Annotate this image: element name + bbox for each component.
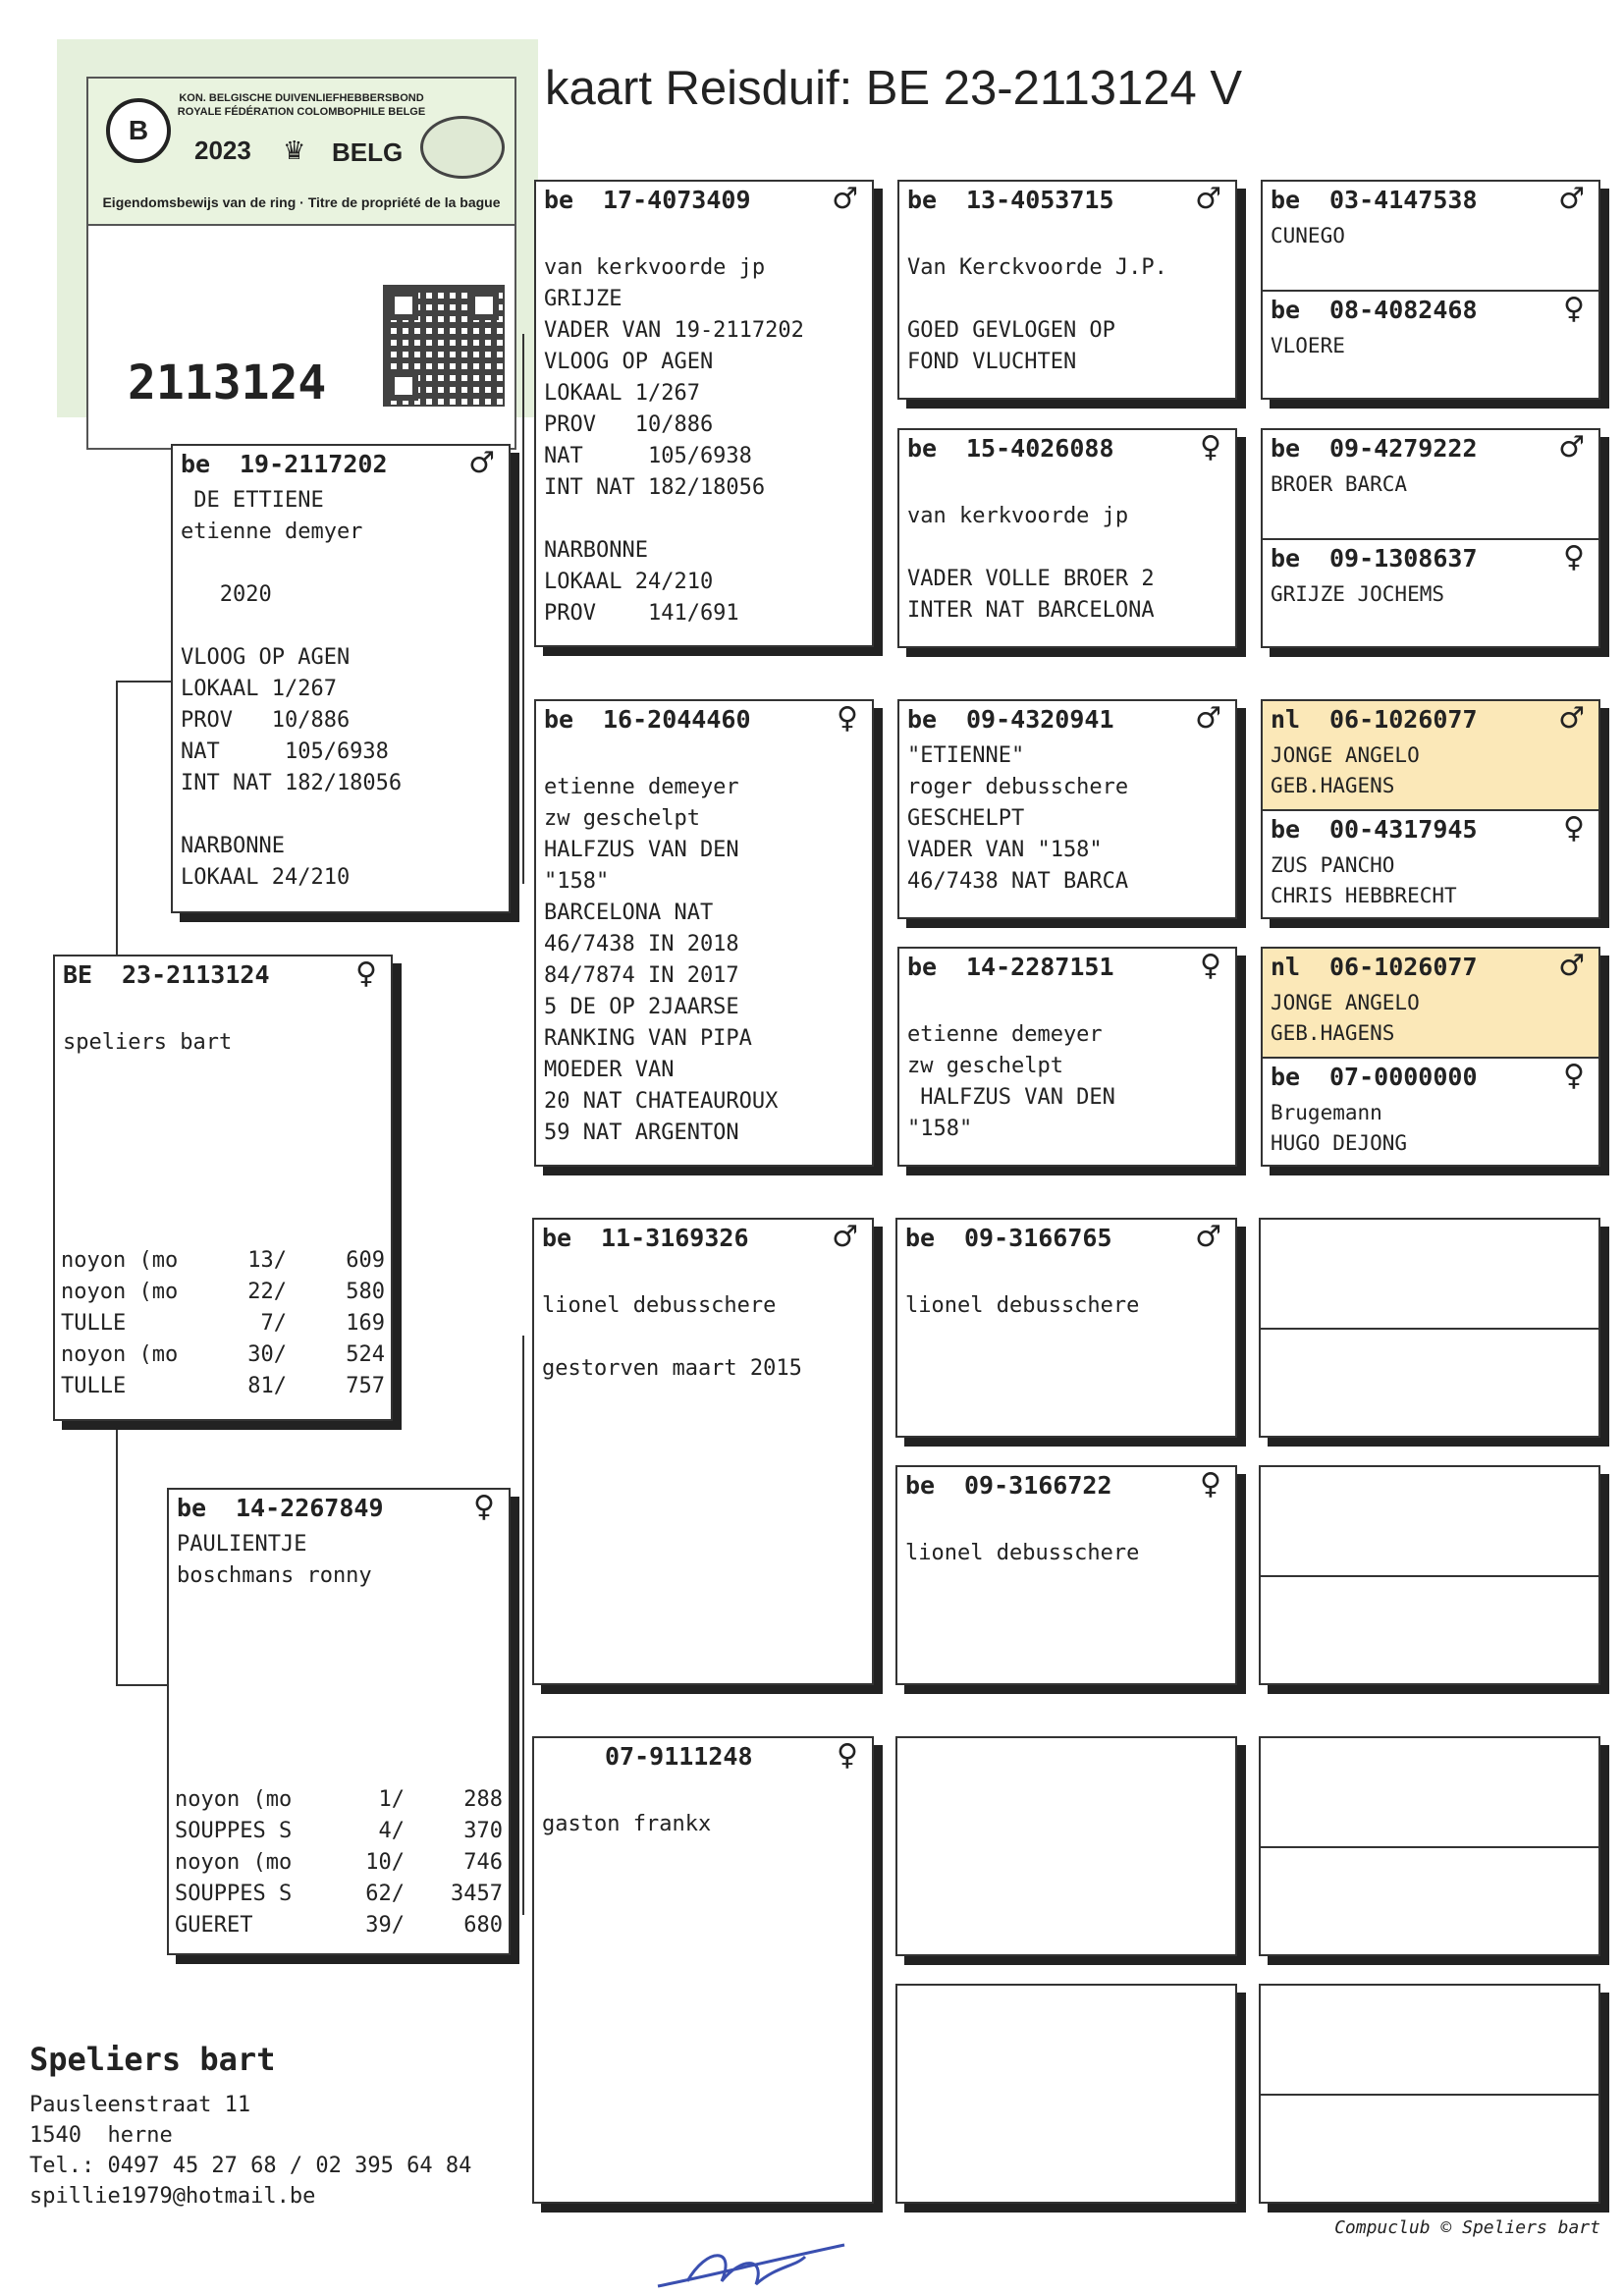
box-text: PAULIENTJE boschmans ronny bbox=[177, 1532, 372, 1588]
box-text: etienne demeyer zw geschelpt HALFZUS VAN DEN "158" BARCELONA NAT 46/7438 IN 2018 84/7874 IN 2017 5 DE OP 2JAARSE RANKING VAN PIPA MOEDER VAN 20 NAT CHATEAUROUX 59 NAT ARGENTON bbox=[544, 775, 779, 1145]
race-result-row bbox=[61, 1308, 385, 1339]
ring-number: 00-4317945 bbox=[1329, 815, 1478, 844]
country-code: be bbox=[907, 953, 938, 981]
box-text: van kerkvoorde jp GRIJZE VADER VAN 19-2117202 VLOOG OP AGEN LOKAAL 1/267 PROV 10/886 NAT 105/6938 INT NAT 182/18056 NARBONNE LOKAAL 24/210 PROV 141/691 bbox=[544, 255, 804, 626]
race-total: 288 bbox=[463, 1787, 503, 1812]
female-icon: ♀ bbox=[1200, 430, 1221, 464]
race-total: 680 bbox=[463, 1913, 503, 1938]
race-place: 13/ bbox=[247, 1248, 287, 1273]
race-place: 7/ bbox=[260, 1311, 287, 1336]
pedigree-pair-box[interactable] bbox=[1261, 428, 1600, 648]
pedigree-box-fm[interactable] bbox=[534, 699, 874, 1167]
country-code: be bbox=[907, 186, 938, 214]
female-icon: ♀ bbox=[1563, 811, 1585, 846]
race-total: 169 bbox=[346, 1311, 385, 1336]
box-text: CUNEGO bbox=[1271, 224, 1345, 247]
pedigree-box-mf[interactable] bbox=[532, 1218, 874, 1685]
connector bbox=[116, 1421, 118, 1686]
box-text: JONGE ANGELO GEB.HAGENS bbox=[1271, 743, 1420, 797]
female-icon: ♀ bbox=[1200, 1467, 1221, 1502]
country-code: be bbox=[544, 186, 574, 214]
ring-number: 09-3166765 bbox=[964, 1224, 1112, 1252]
female-icon: ♀ bbox=[837, 1738, 858, 1773]
box-text: lionel debusschere bbox=[905, 1293, 1140, 1318]
race-place: 39/ bbox=[365, 1913, 405, 1938]
ring-number: 03-4147538 bbox=[1329, 186, 1478, 214]
race-place: 30/ bbox=[247, 1342, 287, 1367]
box-text: gaston frankx bbox=[542, 1812, 712, 1836]
race-results bbox=[175, 1784, 503, 1941]
kbdb-logo-icon: B bbox=[106, 98, 171, 163]
owner-phone: Tel.: 0497 45 27 68 / 02 395 64 84 bbox=[29, 2154, 472, 2178]
race-name: noyon (mo bbox=[175, 1787, 293, 1812]
race-name: SOUPPES S bbox=[175, 1819, 293, 1843]
ring-caption: Eigendomsbewijs van de ring · Titre de propriété de la bague bbox=[102, 194, 501, 210]
pedigree-box-empty bbox=[895, 1736, 1237, 1956]
connector bbox=[522, 334, 524, 884]
owner-address bbox=[29, 2041, 471, 2212]
race-name: TULLE bbox=[61, 1374, 127, 1398]
copyright: Compuclub © Speliers bart bbox=[1334, 2217, 1600, 2238]
country-code: be bbox=[905, 1224, 936, 1252]
male-icon: ♂ bbox=[468, 446, 495, 480]
race-place: 4/ bbox=[378, 1819, 405, 1843]
country-code: be bbox=[1271, 815, 1301, 844]
pedigree-pair-box[interactable] bbox=[1261, 180, 1600, 400]
ring-number: 09-1308637 bbox=[1329, 544, 1478, 573]
country-code: be bbox=[1271, 544, 1301, 573]
country-code: nl bbox=[1271, 705, 1301, 734]
pedigree-box-subject[interactable] bbox=[53, 955, 393, 1421]
race-total: 757 bbox=[346, 1374, 385, 1398]
ring-certificate bbox=[57, 39, 538, 417]
country-code: be bbox=[544, 705, 574, 734]
female-icon: ♀ bbox=[355, 956, 377, 991]
pedigree-box-fmf[interactable] bbox=[897, 699, 1237, 919]
race-results bbox=[61, 1245, 385, 1402]
pedigree-pair-box-empty bbox=[1259, 1984, 1600, 2204]
race-result-row bbox=[61, 1371, 385, 1402]
box-text: "ETIENNE" roger debusschere GESCHELPT VADER VAN "158" 46/7438 NAT BARCA bbox=[907, 743, 1129, 894]
race-place: 1/ bbox=[378, 1787, 405, 1812]
race-total: 580 bbox=[346, 1280, 385, 1304]
qr-code-icon bbox=[383, 285, 505, 407]
country-code: be bbox=[1271, 186, 1301, 214]
box-text: Brugemann HUGO DEJONG bbox=[1271, 1101, 1408, 1155]
box-text: BROER BARCA bbox=[1271, 472, 1408, 496]
box-text: ZUS PANCHO CHRIS HEBBRECHT bbox=[1271, 853, 1457, 907]
ring-number: 06-1026077 bbox=[1329, 953, 1478, 981]
race-name: noyon (mo bbox=[61, 1248, 179, 1273]
ring-number: 2113124 bbox=[128, 355, 327, 410]
ring-number: 14-2267849 bbox=[236, 1494, 384, 1522]
signature bbox=[648, 2227, 874, 2295]
country-code: be bbox=[177, 1494, 207, 1522]
pedigree-box-mm[interactable] bbox=[532, 1736, 874, 2204]
male-icon: ♂ bbox=[1558, 949, 1585, 983]
pedigree-box-fmm[interactable] bbox=[897, 947, 1237, 1167]
ring-number: 13-4053715 bbox=[966, 186, 1114, 214]
male-icon: ♂ bbox=[1558, 701, 1585, 736]
crown-icon: ♛ bbox=[285, 130, 304, 167]
country-code: BE bbox=[63, 960, 93, 989]
male-icon: ♂ bbox=[1558, 430, 1585, 464]
pedigree-pair-box[interactable] bbox=[1261, 699, 1600, 919]
country-code: be bbox=[542, 1224, 572, 1252]
ring-number: 11-3169326 bbox=[601, 1224, 749, 1252]
race-total: 370 bbox=[463, 1819, 503, 1843]
pedigree-pair-box-empty bbox=[1259, 1736, 1600, 1956]
male-icon: ♂ bbox=[1558, 182, 1585, 216]
pedigree-box-mff[interactable] bbox=[895, 1218, 1237, 1438]
country-code: be bbox=[181, 450, 211, 478]
ring-number: 07-9111248 bbox=[605, 1742, 753, 1771]
ring-org-nl: KON. BELGISCHE DUIVENLIEFHEBBERSBOND bbox=[179, 92, 424, 104]
female-icon: ♀ bbox=[1200, 949, 1221, 983]
pedigree-box-ff[interactable] bbox=[534, 180, 874, 647]
ring-number: 15-4026088 bbox=[966, 434, 1114, 463]
country-code: nl bbox=[1271, 953, 1301, 981]
race-name: TULLE bbox=[61, 1311, 127, 1336]
box-text: DE ETTIENE etienne demyer 2020 VLOOG OP AGEN LOKAAL 1/267 PROV 10/886 NAT 105/6938 INT NAT 182/18056 NARBONNE LOKAAL 24/210 bbox=[181, 488, 403, 890]
race-name: SOUPPES S bbox=[175, 1882, 293, 1906]
race-name: noyon (mo bbox=[61, 1342, 179, 1367]
female-icon: ♀ bbox=[1563, 540, 1585, 574]
connector bbox=[116, 1684, 169, 1686]
pedigree-box-fff[interactable] bbox=[897, 180, 1237, 400]
race-place: 81/ bbox=[247, 1374, 287, 1398]
pedigree-pair-box[interactable] bbox=[1261, 947, 1600, 1167]
race-total: 609 bbox=[346, 1248, 385, 1273]
connector bbox=[522, 1336, 524, 1915]
owner-city: 1540 herne bbox=[29, 2123, 173, 2148]
box-text: lionel debusschere bbox=[905, 1541, 1140, 1565]
country-code: be bbox=[905, 1471, 936, 1500]
country-code: be bbox=[1271, 434, 1301, 463]
race-result-row bbox=[175, 1847, 503, 1879]
box-text: etienne demeyer zw geschelpt HALFZUS VAN DEN "158" bbox=[907, 1022, 1115, 1141]
ring-year: 2023 bbox=[194, 136, 251, 165]
race-place: 22/ bbox=[247, 1280, 287, 1304]
page-title: kaart Reisduif: BE 23-2113124 V bbox=[545, 62, 1243, 115]
race-name: GUERET bbox=[175, 1913, 253, 1938]
race-total: 746 bbox=[463, 1850, 503, 1875]
globe-icon bbox=[420, 116, 505, 179]
pedigree-box-mfm[interactable] bbox=[895, 1465, 1237, 1685]
box-text: lionel debusschere gestorven maart 2015 bbox=[542, 1293, 802, 1381]
box-text: Van Kerckvoorde J.P. GOED GEVLOGEN OP FOND VLUCHTEN bbox=[907, 255, 1167, 374]
box-text: VLOERE bbox=[1271, 334, 1345, 357]
female-icon: ♀ bbox=[1563, 292, 1585, 326]
owner-email[interactable]: spillie1979@hotmail.be bbox=[29, 2184, 316, 2209]
pedigree-pair-box-empty bbox=[1259, 1218, 1600, 1438]
pedigree-box-ffm[interactable] bbox=[897, 428, 1237, 648]
female-icon: ♀ bbox=[1563, 1059, 1585, 1093]
race-result-row bbox=[175, 1910, 503, 1941]
ring-number: 17-4073409 bbox=[603, 186, 751, 214]
male-icon: ♂ bbox=[1195, 701, 1221, 736]
country-code: be bbox=[907, 705, 938, 734]
box-text: GRIJZE JOCHEMS bbox=[1271, 582, 1445, 606]
race-result-row bbox=[175, 1879, 503, 1910]
race-name: noyon (mo bbox=[175, 1850, 293, 1875]
ring-number: 09-3166722 bbox=[964, 1471, 1112, 1500]
race-result-row bbox=[175, 1784, 503, 1816]
race-result-row bbox=[61, 1277, 385, 1308]
ring-number: 09-4320941 bbox=[966, 705, 1114, 734]
owner-street: Pausleenstraat 11 bbox=[29, 2093, 251, 2117]
ring-number: 06-1026077 bbox=[1329, 705, 1478, 734]
ring-country: BELG bbox=[332, 137, 404, 167]
pedigree-box-father[interactable] bbox=[171, 444, 511, 913]
male-icon: ♂ bbox=[1195, 182, 1221, 216]
ring-number: 07-0000000 bbox=[1329, 1063, 1478, 1091]
female-icon: ♀ bbox=[473, 1490, 495, 1524]
male-icon: ♂ bbox=[1195, 1220, 1221, 1254]
ring-number: 19-2117202 bbox=[240, 450, 388, 478]
box-text: JONGE ANGELO GEB.HAGENS bbox=[1271, 991, 1420, 1045]
ring-number: 14-2287151 bbox=[966, 953, 1114, 981]
connector bbox=[116, 681, 118, 965]
ring-number: 23-2113124 bbox=[122, 960, 270, 989]
country-code: be bbox=[1271, 296, 1301, 324]
pedigree-box-empty bbox=[895, 1984, 1237, 2204]
male-icon: ♂ bbox=[832, 182, 858, 216]
race-total: 3457 bbox=[451, 1882, 503, 1906]
race-place: 10/ bbox=[365, 1850, 405, 1875]
box-text: speliers bart bbox=[63, 1030, 233, 1055]
race-total: 524 bbox=[346, 1342, 385, 1367]
country-code: be bbox=[907, 434, 938, 463]
race-place: 62/ bbox=[365, 1882, 405, 1906]
country-code: be bbox=[1271, 1063, 1301, 1091]
ring-number: 08-4082468 bbox=[1329, 296, 1478, 324]
female-icon: ♀ bbox=[837, 701, 858, 736]
race-result-row bbox=[61, 1245, 385, 1277]
race-result-row bbox=[61, 1339, 385, 1371]
box-text: van kerkvoorde jp VADER VOLLE BROER 2 INTER NAT BARCELONA bbox=[907, 504, 1155, 623]
male-icon: ♂ bbox=[832, 1220, 858, 1254]
race-result-row bbox=[175, 1816, 503, 1847]
ring-number: 16-2044460 bbox=[603, 705, 751, 734]
ring-number: 09-4279222 bbox=[1329, 434, 1478, 463]
ring-org-fr: ROYALE FÉDÉRATION COLOMBOPHILE BELGE bbox=[177, 106, 426, 118]
owner-name: Speliers bart bbox=[29, 2041, 276, 2078]
pedigree-box-mother[interactable] bbox=[167, 1488, 511, 1955]
race-name: noyon (mo bbox=[61, 1280, 179, 1304]
pedigree-pair-box-empty bbox=[1259, 1465, 1600, 1685]
connector bbox=[116, 681, 173, 683]
